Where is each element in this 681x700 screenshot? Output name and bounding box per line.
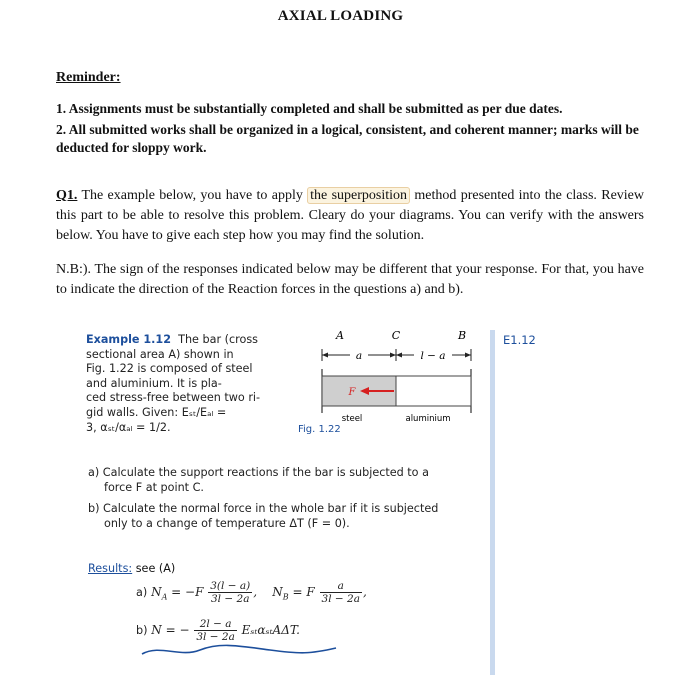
result-b-label: b)	[136, 624, 148, 637]
result-a-eq1: = −F	[167, 585, 204, 599]
example-tag: E1.12	[503, 333, 536, 347]
nb-paragraph: N.B:). The sign of the responses indicated below may be different that your response. For that, you have to indicate the direction of the Reaction forces in the questions a) and b).	[56, 262, 644, 297]
q1-highlight: the superposition	[307, 187, 410, 204]
example-heading: Example 1.12	[86, 333, 171, 346]
question-a-line-1: a) Calculate the support reactions if the bar is subjected to a	[88, 466, 429, 479]
result-a-frac2	[320, 580, 362, 605]
margin-bar	[490, 330, 495, 675]
aluminium-label: aluminium	[405, 414, 451, 424]
question-a-line-2: force F at point C.	[104, 480, 204, 494]
frac-num: 3(l − a)	[210, 580, 251, 592]
result-a-sub2: B	[282, 592, 289, 602]
figure-label: Fig. 1.22	[298, 424, 341, 435]
label-B: B	[457, 329, 467, 342]
underline-squiggle	[140, 640, 340, 662]
squiggle-stroke	[142, 645, 336, 654]
result-a-sub1: A	[161, 592, 168, 602]
frac-den: 3l − 2a	[321, 593, 360, 605]
example-line-2: sectional area A) shown in	[86, 347, 234, 361]
results-heading	[88, 562, 175, 575]
aluminium-segment	[396, 376, 471, 406]
result-a-eq2: = F	[288, 585, 315, 599]
steel-label: steel	[341, 414, 363, 424]
dim-a: a	[355, 350, 363, 362]
bar-figure	[310, 325, 485, 435]
question-a	[88, 466, 429, 495]
example-line-4: and aluminium. It is pla-	[86, 376, 222, 390]
example-line-7: 3, αₛₜ/αₐₗ = 1/2.	[86, 420, 171, 434]
frac-den: 3l − 2a	[211, 593, 250, 605]
results-see: see (A)	[132, 562, 176, 575]
example-line-5: ced stress-free between two ri-	[86, 391, 261, 405]
label-C: C	[391, 329, 401, 342]
result-a-lhs1: N	[151, 585, 162, 599]
result-a-lhs2: N	[272, 585, 283, 599]
label-A: A	[336, 329, 344, 342]
result-a-frac1	[208, 580, 252, 605]
dim-l-minus-a: l − a	[420, 350, 446, 362]
force-label-F: F	[348, 387, 356, 398]
dim-arrow	[322, 353, 328, 358]
result-b-lhs: N = −	[151, 623, 190, 637]
example-text	[86, 333, 286, 435]
example-line-1: The bar (cross	[178, 333, 258, 346]
results-label: Results:	[88, 562, 133, 575]
result-b-tail: EₛₜαₛₜAΔT.	[241, 623, 300, 637]
frac-num: a	[320, 580, 362, 593]
q1-label: Q1.	[56, 188, 78, 203]
q1-text-before: The example below, you have to apply	[77, 188, 308, 203]
q1-text-after: method presented into the class. Review this part to be able to resolve this problem. Cleary do your diagrams. You can verify with the answers below. You have to give each step how you may find the solution.	[56, 188, 645, 243]
example-line-6: gid walls. Given: Eₛₜ/Eₐₗ =	[86, 405, 227, 419]
frac-num: 2l − a	[194, 618, 236, 631]
frac-den: 3l − 2a	[196, 631, 235, 643]
reminder-heading: Reminder:	[56, 70, 121, 85]
question-b-line-1: b) Calculate the normal force in the whole bar if it is subjected	[88, 502, 439, 515]
rule-2: 2. All submitted works shall be organized in a logical, consistent, and coherent manner; marks will be deducted for sloppy work.	[56, 122, 639, 155]
question-b-line-2: only to a change of temperature ΔT (F = 0).	[104, 516, 350, 530]
result-a: a) $N_A = -F$ $\frac{3(l - a)}{3l - 2a}$ , $N_B = F$ $\frac{a}{3l - 2a}$ ,	[136, 580, 367, 605]
example-line-3: Fig. 1.22 is composed of steel	[86, 362, 253, 376]
rule-1: 1. Assignments must be substantially completed and shall be submitted as per due dates.	[56, 101, 563, 116]
q1-paragraph	[56, 186, 644, 246]
question-b	[88, 502, 438, 531]
dim-arrow	[396, 353, 402, 358]
result-a-label: a)	[136, 586, 148, 599]
page-title: AXIAL LOADING	[277, 8, 404, 24]
dim-arrow	[390, 353, 396, 358]
dim-arrow	[465, 353, 471, 358]
